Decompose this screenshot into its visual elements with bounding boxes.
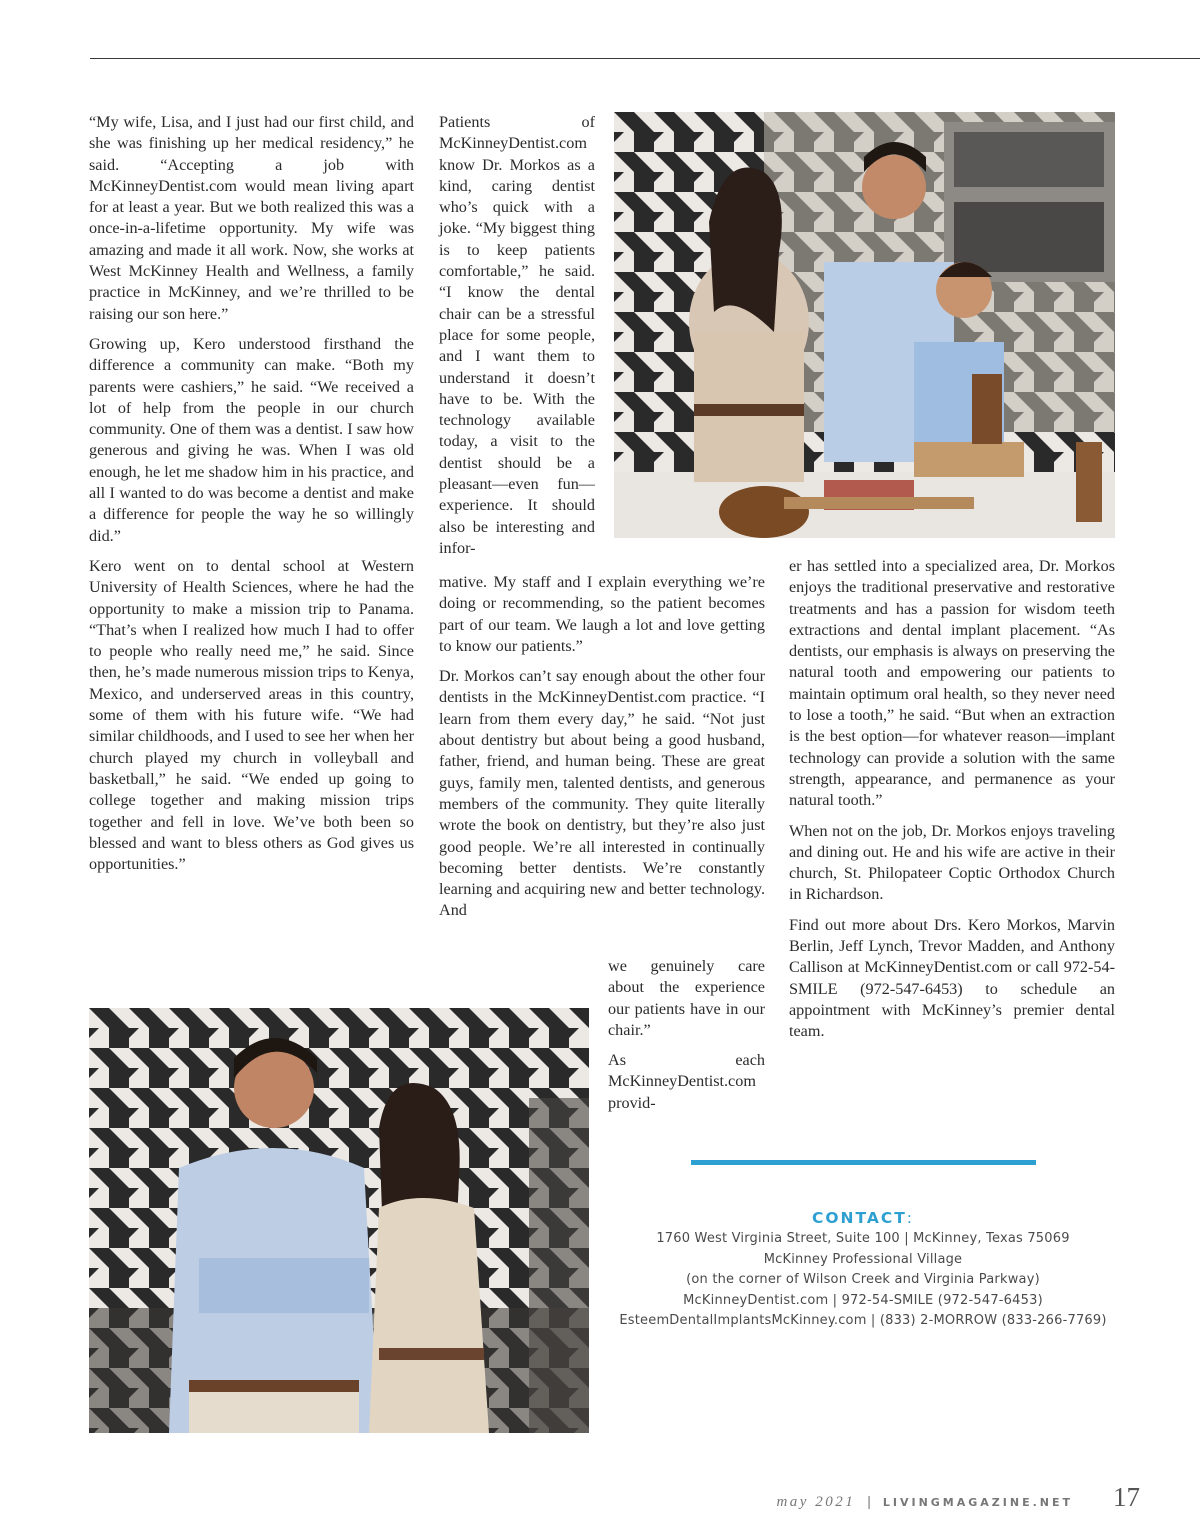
article-column-2-top: [439, 112, 595, 568]
article-paragraph: Dr. Morkos can’t say enough about the other four dentists in the McKinneyDentist.com practice. “I learn from them every day,” he said. “Not just about dentistry but about being a good husband, father, friend, and human being. These are great guys, family men, talented dentists, and generous members of the community. They quite literally wrote the book on dentistry, but they’re also just good people. We’re all interested in continually becoming better dentists. We’re constantly learning and acquiring new and better technology. And: [439, 667, 765, 920]
contact-heading-colon: :: [906, 1209, 915, 1227]
page-footer: [776, 1482, 1140, 1513]
contact-implants-phone: EsteemDentalImplantsMcKinney.com | (833) 2-MORROW (833-266-7769): [619, 1313, 1107, 1328]
article-column-2-bottom: [608, 956, 765, 1123]
article-paragraph: Find out more about Drs. Kero Morkos, Marvin Berlin, Jeff Lynch, Trevor Madden, and Anthony Callison at McKinneyDentist.com or call 972-54-SMILE (972-547-6453) to schedule an appointment with McKinney’s premier dental team.: [789, 915, 1115, 1041]
contact-heading: [600, 1207, 1126, 1229]
article-paragraph: Kero went on to dental school at Western University of Health Sciences, where he had the opportunity to make a mission trip to Panama. “That’s when I realized how much I had to offer to people who really need me,” he said. Since then, he’s made numerous mission trips to Kenya, Mexico, and underserved areas in this country, some of them with his future wife. “We had similar childhoods, and I used to see her when her church played my church in volleyball and basketball,” he said. “We ended up going to college together and making mission trips together and fell in love. We’ve both been so blessed and want to bless others as God gives us opportunities.”: [89, 556, 414, 874]
contact-heading-text: CONTACT: [811, 1209, 907, 1227]
contact-divider: [691, 1160, 1036, 1165]
contact-directions: (on the corner of Wilson Creek and Virginia Parkway): [686, 1272, 1040, 1287]
contact-address: 1760 West Virginia Street, Suite 100 | McKinney, Texas 75069: [656, 1231, 1070, 1246]
page-number: 17: [1113, 1482, 1140, 1512]
contact-website-phone: McKinneyDentist.com | 972-54-SMILE (972-547-6453): [683, 1292, 1043, 1308]
contact-building: McKinney Professional Village: [763, 1251, 963, 1267]
article-column-3: [789, 556, 1115, 1052]
magazine-website: LIVINGMAGAZINE.NET: [882, 1496, 1073, 1509]
footer-separator: |: [867, 1493, 871, 1509]
couple-laughing-photo: [89, 1008, 589, 1433]
issue-date: may 2021: [776, 1494, 856, 1510]
contact-block: [600, 1207, 1126, 1332]
article-column-2-middle: [439, 572, 765, 931]
family-kitchen-photo: [614, 112, 1115, 538]
article-paragraph: “My wife, Lisa, and I just had our first child, and she was finishing up her medical residency,” he said. “Accepting a job with McKinneyDentist.com would mean living apart for at least a year. But we both realized this was a once-in-a-lifetime opportunity. My wife was amazing and made it all work. Now, she works at West McKinney Health and Wellness, a family practice in McKinney, and we’re thrilled to be raising our son here.”: [89, 113, 414, 323]
article-paragraph: Patients of McKinneyDentist.com know Dr. Morkos as a kind, caring dentist who’s quick with a joke. “My biggest thing is to keep patients comfortable,” he said. “I know the dental chair can be a stressful place for some people, and I want them to understand it doesn’t have to be. With the technology available today, a visit to the dentist should be a pleasant—even fun—experience. It should also be interesting and infor-: [439, 113, 595, 557]
top-divider: [90, 58, 1200, 59]
article-paragraph: we genuinely care about the experience our patients have in our chair.”: [608, 957, 765, 1039]
article-paragraph: er has settled into a specialized area, Dr. Morkos enjoys the traditional preservative and restorative treatments and has a passion for wisdom teeth extractions and dental implant placement. “As dentists, our emphasis is always on preserving the natural tooth and empowering our patients to maintain optimum oral health, so they never need to lose a tooth,” he said. “But when an extraction is the best option—for whatever reason—implant technology can provide a solution with the same strength, appearance, and permanence as your natural tooth.”: [789, 557, 1115, 810]
article-paragraph: Growing up, Kero understood firsthand the difference a community can make. “Both my parents were cashiers,” he said. “We received a lot of help from the people in our church community. One of them was a dentist. I saw how generous and giving he was. When I was old enough, he let me shadow him in his practice, and all I wanted to do was become a dentist and make a difference for people the way he so willingly did.”: [89, 334, 414, 545]
article-paragraph: As each McKinneyDentist.com provid-: [608, 1051, 765, 1112]
article-paragraph: When not on the job, Dr. Morkos enjoys traveling and dining out. He and his wife are active in their church, St. Philopateer Coptic Orthodox Church in Richardson.: [789, 821, 1115, 904]
article-paragraph: mative. My staff and I explain everything we’re doing or recommending, so the patient becomes part of our team. We laugh a lot and love getting to know our patients.”: [439, 573, 765, 655]
article-column-1: [89, 112, 414, 884]
